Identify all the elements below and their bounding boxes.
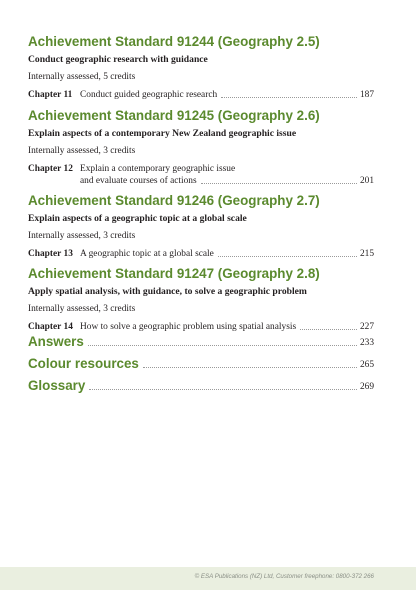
chapter-title: Conduct guided geographic research — [80, 90, 218, 100]
chapter-label: Chapter 14 — [28, 322, 73, 332]
standard-title: Achievement Standard 91244 (Geography 2.5) — [28, 34, 320, 49]
standard-title: Achievement Standard 91245 (Geography 2.6) — [28, 108, 320, 123]
chapter-title: How to solve a geographic problem using spatial analysis — [80, 322, 297, 332]
toc-entry-colour-resources[interactable] — [28, 356, 374, 372]
standard-title: Achievement Standard 91246 (Geography 2.7) — [28, 193, 320, 208]
standard-title: Achievement Standard 91247 (Geography 2.8) — [28, 266, 320, 281]
assessment-info: Internally assessed, 3 credits — [28, 146, 136, 156]
chapter-title-line-2: and evaluate courses of actions — [80, 176, 197, 186]
entry-title: Answers — [28, 334, 84, 349]
standard-section — [28, 108, 374, 187]
standard-section — [28, 34, 374, 101]
assessment-info: Internally assessed, 3 credits — [28, 304, 136, 314]
chapter-label: Chapter 12 — [28, 164, 73, 174]
page-number: 187 — [359, 90, 374, 100]
chapter-title-line-1: Explain a contemporary geographic issue — [80, 164, 236, 174]
chapter-label: Chapter 13 — [28, 249, 73, 259]
page-number: 227 — [359, 322, 374, 332]
page-number: 201 — [359, 176, 374, 186]
toc-entry-answers[interactable] — [28, 334, 374, 350]
page-number: 265 — [359, 360, 374, 370]
footer-copyright: © ESA Publications (NZ) Ltd, Customer freephone: 0800-372 266 — [194, 573, 374, 580]
dot-leader — [89, 388, 357, 390]
assessment-info: Internally assessed, 3 credits — [28, 231, 136, 241]
dot-leader — [201, 182, 357, 184]
entry-title: Colour resources — [28, 356, 139, 371]
toc-entry-chapter-11[interactable] — [28, 89, 374, 101]
standard-subtitle: Explain aspects of a geographic topic at a global scale — [28, 213, 247, 224]
dot-leader — [221, 96, 357, 98]
toc-entry-chapter-13[interactable] — [28, 248, 374, 260]
chapter-label: Chapter 11 — [28, 90, 73, 100]
toc-entry-chapter-12[interactable] — [28, 163, 374, 187]
standard-section — [28, 266, 374, 333]
page-number: 233 — [359, 338, 374, 348]
chapter-title: A geographic topic at a global scale — [80, 249, 214, 259]
standard-subtitle: Conduct geographic research with guidance — [28, 54, 208, 65]
toc-entry-glossary[interactable] — [28, 378, 374, 394]
dot-leader — [300, 328, 357, 330]
entry-title: Glossary — [28, 378, 86, 393]
assessment-info: Internally assessed, 5 credits — [28, 72, 136, 82]
dot-leader — [143, 366, 357, 368]
toc-entry-chapter-14[interactable] — [28, 321, 374, 333]
footer-band — [0, 567, 416, 590]
page-number: 215 — [359, 249, 374, 259]
dot-leader — [218, 255, 357, 257]
standard-section — [28, 193, 374, 260]
page-number: 269 — [359, 382, 374, 392]
standard-subtitle: Explain aspects of a contemporary New Zealand geographic issue — [28, 128, 297, 139]
dot-leader — [88, 344, 357, 346]
standard-subtitle: Apply spatial analysis, with guidance, to solve a geographic problem — [28, 286, 307, 297]
